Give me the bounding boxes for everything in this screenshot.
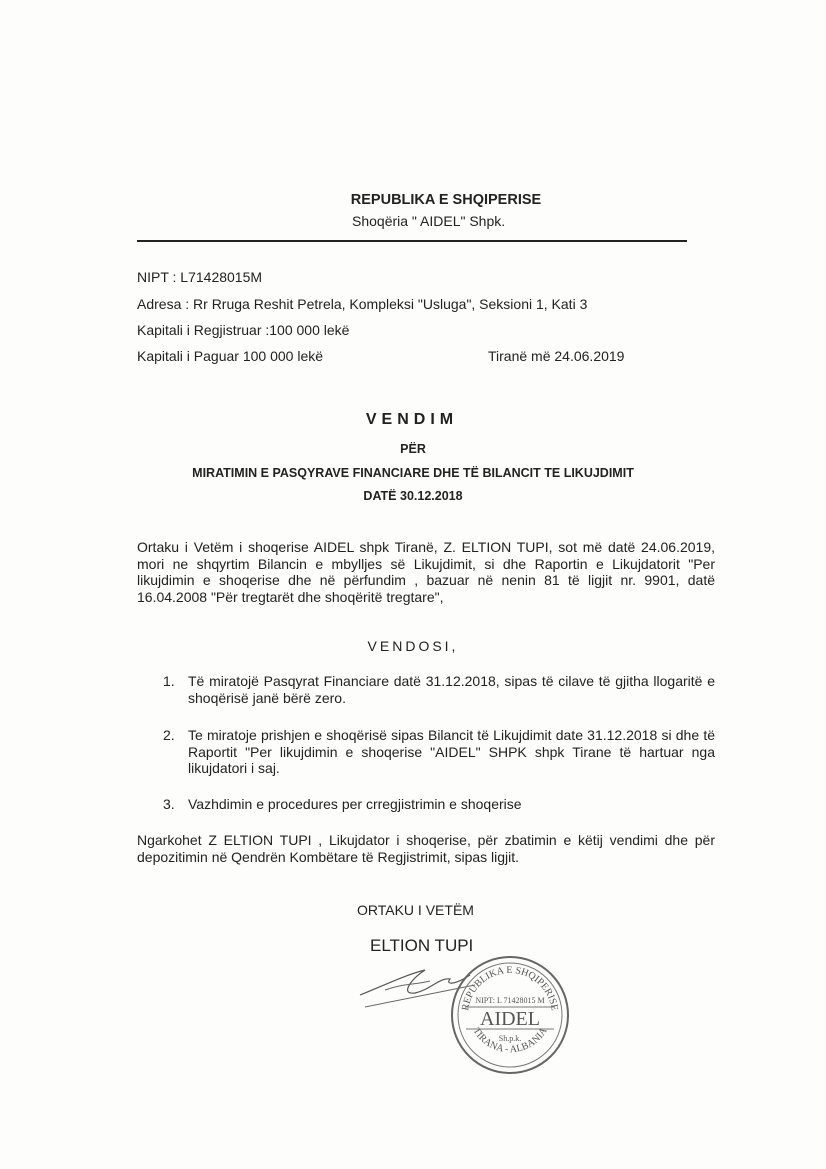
decision-subject: MIRATIMIN E PASQYRAVE FINANCIARE DHE TË BILANCIT TE LIKUJDIMIT [192, 466, 634, 480]
svg-text:NIPT: L 71428015 M: NIPT: L 71428015 M [475, 996, 545, 1005]
company-stamp [448, 953, 573, 1078]
signature-name: ELTION TUPI [370, 936, 474, 955]
list-item [163, 727, 715, 777]
header-title: REPUBLIKA E SHQIPERISE [350, 192, 542, 208]
svg-text:Sh.p.k.: Sh.p.k. [498, 1034, 522, 1043]
charge-paragraph: Ngarkohet Z ELTION TUPI , Likujdator i shoqerise, për zbatimin e këtij vendimi dhe për depozitimin në Qendrën Kombëtare të Regjistrimit, sipas ligjit. [137, 832, 715, 865]
item-number: 3. [163, 796, 175, 812]
svg-text:TIRANA - ALBANIA: TIRANA - ALBANIA [470, 1025, 550, 1056]
decides-heading: VENDOSI, [367, 638, 459, 654]
nipt: NIPT : L71428015M [137, 269, 263, 285]
decision-title: VENDIM [365, 411, 459, 428]
item-text: Vazhdimin e procedures per crregjistrimin e shoqerise [188, 796, 522, 812]
signature-role: ORTAKU I VETËM [357, 902, 474, 918]
decision-per: PËR [400, 442, 426, 456]
item-text: Te miratoje prishjen e shoqërisë sipas Bilancit të Likujdimit date 31.12.2018 si dhe të Raportit "Per likujdimin e shoqerise "AIDEL" SHPK shpk Tirane të hartuar nga likujdatori i saj. [188, 727, 715, 776]
list-item [163, 673, 715, 706]
header-divider [137, 240, 687, 242]
item-text: Të miratojë Pasqyrat Financiare datë 31.12.2018, sipas të cilave të gjitha llogaritë e shoqërisë janë bërë zero. [188, 673, 715, 706]
capital-paid: Kapitali i Paguar 100 000 lekë [137, 348, 324, 364]
header-subtitle: Shoqëria " AIDEL" Shpk. [352, 213, 506, 229]
item-number: 1. [163, 673, 175, 689]
capital-registered: Kapitali i Regjistruar :100 000 lekë [137, 322, 350, 338]
address: Adresa : Rr Rruga Reshit Petrela, Kompleksi "Usluga", Seksioni 1, Kati 3 [137, 296, 588, 312]
place-date: Tiranë më 24.06.2019 [488, 348, 625, 364]
decision-date: DATË 30.12.2018 [363, 489, 463, 503]
item-number: 2. [163, 727, 175, 743]
intro-paragraph: Ortaku i Vetëm i shoqerise AIDEL shpk Tiranë, Z. ELTION TUPI, sot më datë 24.06.2019, mori ne shqyrtim Bilancin e mbylljes së Likujdimit, si dhe Raportin e Likujdatorit "Per likujdimin e shoqerise dhe në përfundim , bazuar në nenin 81 të ligjit nr. 9901, datë 16.04.2008 "Për tregtarët dhe shoqëritë tregtare", [137, 539, 715, 605]
svg-text:REPUBLIKA E SHQIPERISE: REPUBLIKA E SHQIPERISE [460, 964, 560, 1012]
svg-text:AIDEL: AIDEL [480, 1008, 540, 1030]
list-item [163, 796, 715, 813]
